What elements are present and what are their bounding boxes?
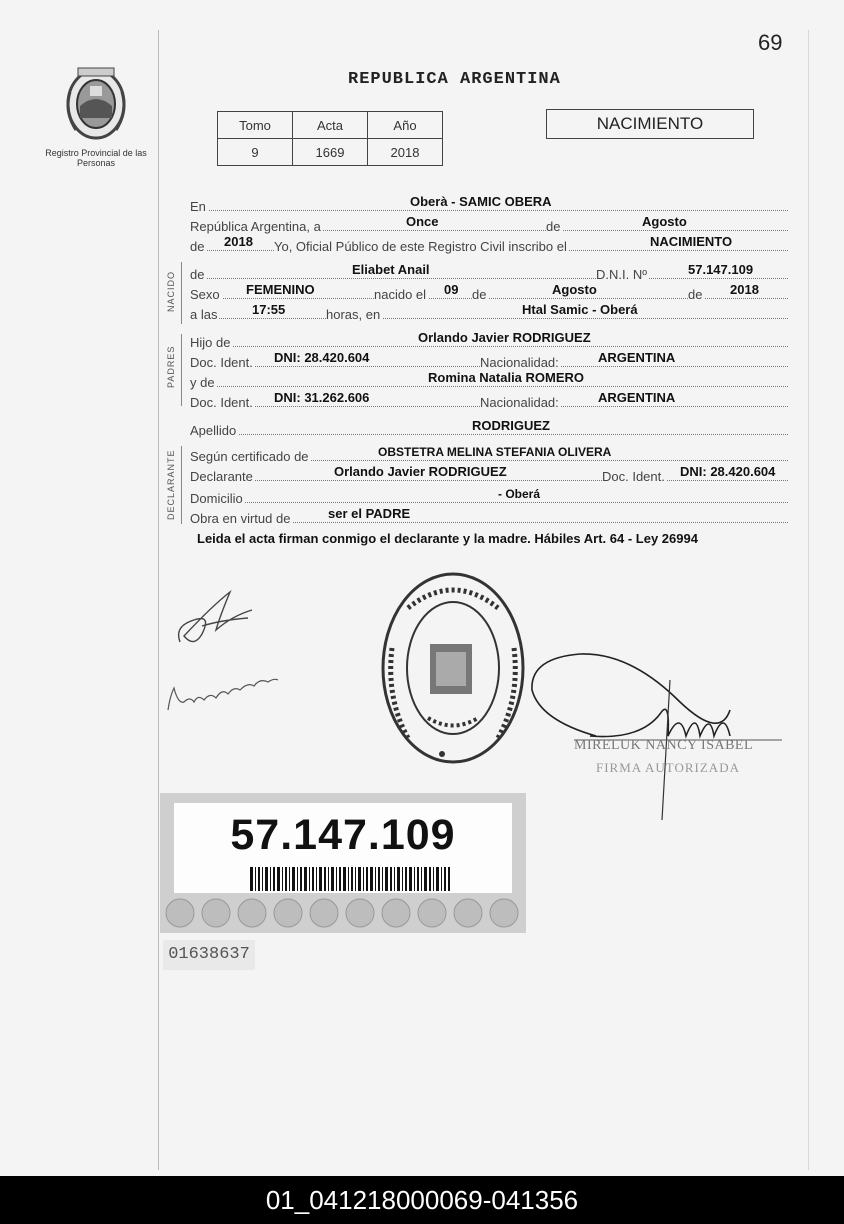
label-domicilio: Domicilio — [190, 491, 243, 506]
ref-header-tomo: Tomo — [218, 112, 293, 139]
label-obra: Obra en virtud de — [190, 511, 291, 526]
value-sexo: FEMENINO — [246, 282, 315, 297]
value-declarante: Orlando Javier RODRIGUEZ — [334, 464, 507, 479]
row-apellido — [190, 420, 788, 438]
label-mother-nat: Nacionalidad: — [480, 395, 559, 410]
dni-sticker — [160, 793, 526, 933]
label-a-las: a las — [190, 307, 218, 322]
label-father-nat: Nacionalidad: — [480, 355, 559, 370]
sticker-dni-number: 57.147.109 — [230, 811, 456, 859]
side-label-nacido: NACIDO — [166, 270, 176, 312]
declarant-signature — [172, 586, 262, 656]
row-republica — [190, 216, 788, 234]
value-decl-doc: DNI: 28.420.604 — [680, 464, 776, 479]
value-child-dni: 57.147.109 — [688, 262, 754, 277]
label-y-de: y de — [190, 375, 215, 390]
ref-header-acta: Acta — [293, 112, 368, 139]
document-title: REPUBLICA ARGENTINA — [348, 70, 561, 89]
value-birth-place: Htal Samic - Oberá — [522, 302, 638, 317]
value-en: Oberà - SAMIC OBERA — [410, 194, 552, 209]
label-republica: República Argentina, a — [190, 219, 321, 234]
value-mother-doc: DNI: 31.262.606 — [274, 390, 370, 405]
footer-code: 01_041218000069-041356 — [0, 1176, 844, 1224]
row-en — [190, 196, 788, 214]
registry-name: Registro Provincial de las Personas — [45, 148, 147, 168]
ref-value-acta: 1669 — [293, 139, 368, 166]
value-birth-month: Agosto — [552, 282, 597, 297]
value-month: Agosto — [642, 214, 687, 229]
value-father-nat: ARGENTINA — [598, 350, 676, 365]
ref-value-anio: 2018 — [368, 139, 443, 166]
row-sexo — [190, 284, 788, 302]
row-declarante — [190, 466, 788, 484]
page-number: 69 — [758, 30, 783, 55]
label-decl-doc: Doc. Ident. — [602, 469, 665, 484]
label-declarante: Declarante — [190, 469, 253, 484]
registry-stamp — [378, 568, 528, 768]
value-obra: ser el PADRE — [328, 506, 411, 521]
record-type-box: NACIMIENTO — [546, 109, 754, 139]
label-father-doc: Doc. Ident. — [190, 355, 253, 370]
value-father-name: Orlando Javier RODRIGUEZ — [418, 330, 591, 345]
label-en: En — [190, 199, 206, 214]
label-nacido-de: de — [190, 267, 205, 282]
closing-statement: Leida el acta firman conmigo el declarante y la madre. Hábiles Art. 64 - Ley 26994 — [197, 531, 698, 546]
row-father — [190, 332, 788, 350]
bracket-padres — [181, 334, 182, 406]
label-mother-doc: Doc. Ident. — [190, 395, 253, 410]
row-child-name — [190, 264, 788, 282]
row-oficial — [190, 236, 788, 254]
value-birth-day: 09 — [444, 282, 459, 297]
ref-header-anio: Año — [368, 112, 443, 139]
value-apellido: RODRIGUEZ — [472, 418, 550, 433]
official-role: FIRMA AUTORIZADA — [596, 760, 740, 775]
label-de2: de — [190, 239, 205, 254]
value-birth-time: 17:55 — [252, 302, 286, 317]
side-label-declarante: DECLARANTE — [166, 449, 176, 520]
value-child-name: Eliabet Anail — [352, 262, 430, 277]
label-nacido-el: nacido el — [374, 287, 427, 302]
ref-value-tomo: 9 — [218, 139, 293, 166]
label-apellido: Apellido — [190, 423, 237, 438]
value-inscribe: NACIMIENTO — [650, 234, 733, 249]
value-mother-name: Romina Natalia ROMERO — [428, 370, 585, 385]
right-rule — [808, 30, 809, 1170]
label-segun: Según certificado de — [190, 449, 309, 464]
reference-table — [217, 111, 443, 166]
official-name: MIRELUK NANCY ISABEL — [574, 738, 754, 753]
row-domicilio — [190, 488, 788, 506]
mother-signature — [164, 668, 284, 718]
bracket-declarante — [181, 446, 182, 524]
margin-rule — [158, 30, 159, 1170]
security-pattern — [160, 893, 526, 933]
value-day-text: Once — [406, 214, 439, 229]
row-mother-doc — [190, 392, 788, 410]
label-sexo: Sexo — [190, 287, 220, 302]
official-signature — [520, 640, 790, 830]
row-father-doc — [190, 352, 788, 370]
provincial-seal-logo — [60, 62, 132, 144]
label-horas-en: horas, en — [326, 307, 381, 322]
value-year: 2018 — [224, 234, 253, 249]
label-oficial: Yo, Oficial Público de este Registro Civil inscribo el — [274, 239, 567, 254]
label-hijo-de: Hijo de — [190, 335, 231, 350]
row-mother — [190, 372, 788, 390]
bracket-nacido — [181, 262, 182, 324]
barcode — [250, 867, 450, 891]
side-label-padres: PADRES — [166, 345, 176, 388]
value-domicilio: - Oberá — [498, 487, 541, 501]
sticker-serial: 01638637 — [163, 940, 255, 970]
value-mother-nat: ARGENTINA — [598, 390, 676, 405]
row-obra — [190, 508, 788, 526]
row-hora — [190, 304, 788, 322]
label-de: de — [546, 219, 561, 234]
value-certificate-by: OBSTETRA MELINA STEFANIA OLIVERA — [378, 445, 612, 459]
row-certificado — [190, 446, 788, 464]
value-birth-year: 2018 — [730, 282, 759, 297]
label-de3: de — [472, 287, 487, 302]
value-father-doc: DNI: 28.420.604 — [274, 350, 370, 365]
label-de4: de — [688, 287, 703, 302]
label-dni: D.N.I. Nº — [596, 267, 647, 282]
